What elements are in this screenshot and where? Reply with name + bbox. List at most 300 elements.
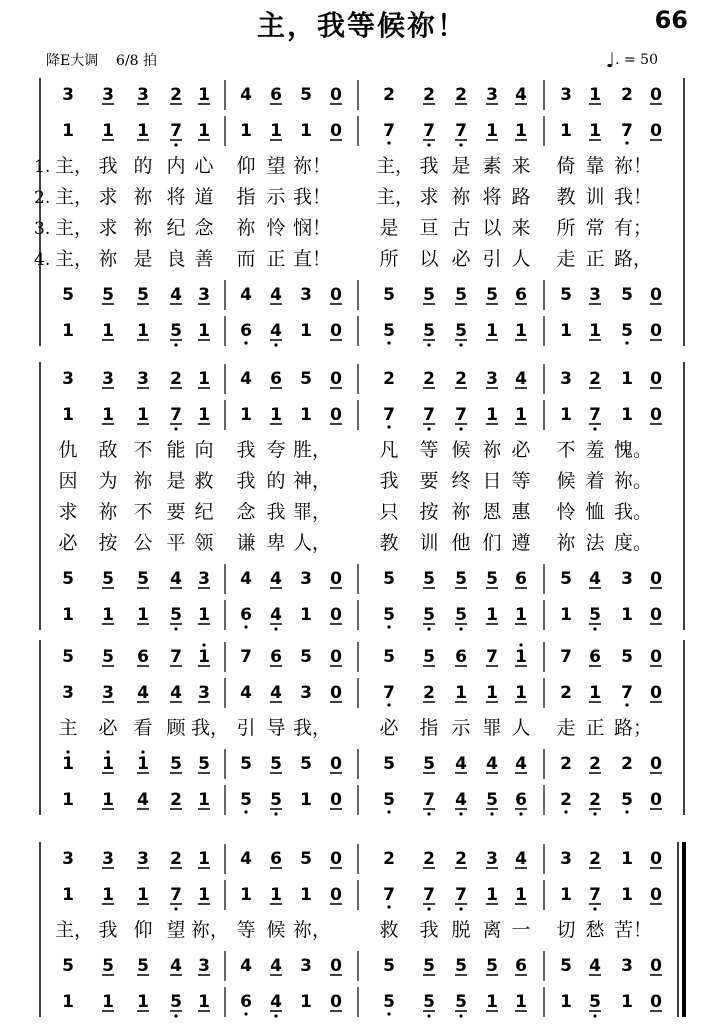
jianpu-note: 2 (383, 369, 395, 389)
lyric-syllable: 谦 (236, 532, 256, 554)
lyric-syllable: 凡 (379, 439, 399, 461)
jianpu-note: 1 (62, 121, 74, 141)
high-octave-dot (66, 750, 69, 753)
jianpu-note: 5 (170, 321, 182, 341)
jianpu-note: 3 (560, 369, 572, 389)
jianpu-note: 2 (560, 683, 572, 703)
jianpu-note: 7 (486, 647, 498, 667)
jianpu-note: 2 (423, 849, 435, 869)
jianpu-note: 1 (102, 790, 114, 810)
jianpu-note: 2 (455, 85, 467, 105)
jianpu-note: 1 (486, 992, 498, 1012)
jianpu-note: 7 (240, 647, 252, 667)
lyric-syllable: 道 (194, 186, 214, 208)
hymn-title: 主，我等候祢！ (256, 9, 467, 42)
lyric-syllable: 一 (511, 919, 531, 941)
jianpu-note: 6 (515, 790, 527, 810)
jianpu-note: 1 (270, 885, 282, 905)
jianpu-note: 1 (560, 885, 572, 905)
low-octave-dot (519, 812, 522, 815)
jianpu-note: 2 (455, 369, 467, 389)
jianpu-note: 1 (270, 405, 282, 425)
low-octave-dot (625, 703, 628, 706)
lyric-syllable: 我， (190, 717, 230, 739)
jianpu-note: 4 (137, 790, 149, 810)
low-octave-dot (593, 907, 596, 910)
lyric-syllable: 引 (236, 717, 256, 739)
jianpu-note: 0 (650, 683, 662, 703)
jianpu-note: 7 (621, 683, 633, 703)
lyric-syllable: 的 (266, 470, 286, 492)
low-octave-dot (387, 141, 390, 144)
lyric-syllable: 祢 (98, 501, 118, 523)
low-octave-dot (427, 907, 430, 910)
jianpu-note: 4 (240, 849, 252, 869)
jianpu-note: 0 (330, 647, 342, 667)
jianpu-note: 4 (270, 605, 282, 625)
jianpu-note: 1 (515, 683, 527, 703)
lyric-syllable: 等 (511, 470, 531, 492)
jianpu-note: 6 (515, 285, 527, 305)
lyric-syllable: 亘 (419, 217, 439, 239)
lyric-syllable: 指 (236, 186, 256, 208)
jianpu-note: 5 (621, 647, 633, 667)
lyric-syllable: 要 (166, 501, 186, 523)
lyric-syllable: 良 (166, 248, 186, 270)
jianpu-note: 5 (560, 285, 572, 305)
low-octave-dot (427, 1014, 430, 1017)
jianpu-note: 5 (240, 754, 252, 774)
jianpu-note: 0 (330, 790, 342, 810)
lyric-syllable: 必 (511, 439, 531, 461)
jianpu-note: 4 (240, 285, 252, 305)
jianpu-note: 1 (589, 321, 601, 341)
jianpu-note: 6 (515, 569, 527, 589)
jianpu-note: 1 (515, 321, 527, 341)
jianpu-note: 1 (621, 992, 633, 1012)
jianpu-note: 5 (589, 605, 601, 625)
lyric-syllable: 是 (451, 155, 471, 177)
jianpu-note: 7 (170, 885, 182, 905)
lyric-syllable: 等 (236, 919, 256, 941)
jianpu-note: 5 (455, 569, 467, 589)
lyric-syllable: 公 (133, 532, 153, 554)
jianpu-note: 4 (515, 754, 527, 774)
jianpu-note: 0 (330, 605, 342, 625)
jianpu-note: 3 (198, 683, 210, 703)
jianpu-note: 5 (423, 754, 435, 774)
jianpu-note: 0 (330, 956, 342, 976)
lyric-syllable: 路， (613, 248, 653, 270)
jianpu-note: 7 (170, 121, 182, 141)
verse-number: 3. (34, 219, 51, 239)
lyric-syllable: 以 (419, 248, 439, 270)
lyric-syllable: 们 (482, 532, 502, 554)
lyric-syllable: 我 (236, 470, 256, 492)
jianpu-note: 5 (383, 754, 395, 774)
lyric-syllable: 主， (54, 186, 94, 208)
jianpu-note: 1 (560, 121, 572, 141)
jianpu-note: 5 (486, 285, 498, 305)
jianpu-note: 5 (300, 754, 312, 774)
jianpu-note: 0 (650, 569, 662, 589)
jianpu-note: 1 (621, 369, 633, 389)
lyric-syllable: 我 (379, 470, 399, 492)
jianpu-note: 3 (300, 285, 312, 305)
jianpu-note: 6 (240, 992, 252, 1012)
jianpu-note: 1 (198, 885, 210, 905)
jianpu-note: 1 (621, 605, 633, 625)
low-octave-dot (593, 427, 596, 430)
jianpu-note: 7 (423, 885, 435, 905)
lyric-syllable: 人 (511, 248, 531, 270)
lyric-syllable: 仰 (236, 155, 256, 177)
jianpu-note: 6 (137, 647, 149, 667)
jianpu-note: 1 (621, 405, 633, 425)
jianpu-note: 5 (560, 956, 572, 976)
low-octave-dot (387, 703, 390, 706)
jianpu-note: 5 (621, 790, 633, 810)
low-octave-dot (625, 141, 628, 144)
lyric-syllable: 祢！ (613, 155, 653, 177)
jianpu-note: 1 (198, 85, 210, 105)
low-octave-dot (174, 343, 177, 346)
jianpu-note: 4 (270, 569, 282, 589)
jianpu-note: 5 (137, 569, 149, 589)
lyric-syllable: 遵 (511, 532, 531, 554)
lyric-syllable: 我 (419, 919, 439, 941)
jianpu-note: 4 (240, 683, 252, 703)
jianpu-note: 5 (170, 754, 182, 774)
jianpu-note: 3 (62, 849, 74, 869)
lyric-syllable: 不 (133, 501, 153, 523)
lyric-syllable: 而 (236, 248, 256, 270)
lyric-syllable: 必 (451, 248, 471, 270)
jianpu-note: 3 (300, 569, 312, 589)
jianpu-note: 1 (198, 121, 210, 141)
jianpu-note: 6 (270, 849, 282, 869)
lyric-syllable: 常 (585, 217, 605, 239)
lyric-syllable: 主， (54, 919, 94, 941)
low-octave-dot (459, 1014, 462, 1017)
jianpu-note: 4 (270, 321, 282, 341)
lyric-syllable: 日 (482, 470, 502, 492)
lyric-syllable: 求 (98, 217, 118, 239)
jianpu-note: 1 (589, 85, 601, 105)
jianpu-note: 2 (589, 849, 601, 869)
jianpu-note: 0 (650, 992, 662, 1012)
jianpu-note: 0 (650, 285, 662, 305)
jianpu-note: 7 (170, 647, 182, 667)
low-octave-dot (174, 143, 177, 146)
jianpu-note: 0 (330, 405, 342, 425)
lyric-syllable: 人， (292, 532, 332, 554)
jianpu-note: 5 (270, 790, 282, 810)
jianpu-note: 3 (102, 683, 114, 703)
lyric-syllable: 仰 (133, 919, 153, 941)
lyric-syllable: 训 (419, 532, 439, 554)
jianpu-note: 3 (102, 369, 114, 389)
jianpu-note: 1 (62, 605, 74, 625)
jianpu-note: 4 (270, 956, 282, 976)
jianpu-note: 4 (137, 683, 149, 703)
high-octave-dot (106, 750, 109, 753)
lyric-syllable: 祢！ (292, 155, 332, 177)
lyric-syllable: 罪， (292, 501, 332, 523)
lyric-syllable: 惠 (511, 501, 531, 523)
jianpu-note: 1 (240, 121, 252, 141)
lyric-syllable: 切 (556, 919, 576, 941)
lyric-syllable: 导 (266, 717, 286, 739)
jianpu-note: 3 (589, 285, 601, 305)
jianpu-note: 3 (102, 85, 114, 105)
high-octave-dot (141, 750, 144, 753)
lyric-syllable: 望 (266, 155, 286, 177)
jianpu-note: 0 (650, 85, 662, 105)
lyric-syllable: 倚 (556, 155, 576, 177)
jianpu-note: 1 (486, 405, 498, 425)
lyric-syllable: 祢 (133, 186, 153, 208)
lyric-syllable: 按 (419, 501, 439, 523)
lyric-syllable: 罪 (482, 717, 502, 739)
lyric-syllable: 靠 (585, 155, 605, 177)
lyric-syllable: 训 (585, 186, 605, 208)
low-octave-dot (274, 812, 277, 815)
lyric-syllable: 祢 (482, 439, 502, 461)
dotted-quarter-note-icon: ♩ (605, 48, 616, 72)
lyric-syllable: 他 (451, 532, 471, 554)
lyric-syllable: 度。 (613, 532, 653, 554)
lyric-syllable: 主， (54, 155, 94, 177)
lyric-syllable: 为 (98, 470, 118, 492)
jianpu-note: 1 (102, 405, 114, 425)
jianpu-note: 5 (455, 992, 467, 1012)
lyric-syllable: 祢 (451, 501, 471, 523)
jianpu-note: 5 (102, 956, 114, 976)
lyric-syllable: 要 (419, 470, 439, 492)
jianpu-note: 1 (102, 754, 114, 774)
lyric-syllable: 恤 (585, 501, 605, 523)
lyric-syllable: 法 (585, 532, 605, 554)
jianpu-note: 2 (383, 849, 395, 869)
jianpu-note: 5 (383, 605, 395, 625)
jianpu-note: 1 (486, 121, 498, 141)
lyric-syllable: 指 (419, 717, 439, 739)
lyric-syllable: 按 (98, 532, 118, 554)
verse-number: 2. (34, 188, 51, 208)
jianpu-note: 3 (300, 956, 312, 976)
jianpu-note: 1 (486, 683, 498, 703)
jianpu-note: 6 (515, 956, 527, 976)
jianpu-note: 1 (137, 121, 149, 141)
jianpu-note: 1 (515, 992, 527, 1012)
low-octave-dot (459, 143, 462, 146)
jianpu-note: 0 (650, 647, 662, 667)
lyric-syllable: 苦！ (613, 919, 653, 941)
jianpu-note: 7 (455, 885, 467, 905)
jianpu-note: 1 (486, 885, 498, 905)
jianpu-note: 1 (515, 885, 527, 905)
jianpu-note: 1 (137, 754, 149, 774)
jianpu-note: 5 (137, 285, 149, 305)
jianpu-note: 5 (300, 849, 312, 869)
lyric-syllable: 我 (98, 155, 118, 177)
lyric-syllable: 走 (556, 248, 576, 270)
lyric-syllable: 不 (133, 439, 153, 461)
jianpu-note: 1 (486, 321, 498, 341)
low-octave-dot (387, 425, 390, 428)
high-octave-dot (202, 643, 205, 646)
jianpu-note: 2 (621, 754, 633, 774)
low-octave-dot (459, 343, 462, 346)
lyric-syllable: 主， (375, 186, 415, 208)
jianpu-note: 4 (589, 569, 601, 589)
low-octave-dot (564, 810, 567, 813)
jianpu-note: 5 (383, 285, 395, 305)
jianpu-note: 0 (330, 285, 342, 305)
jianpu-note: 5 (170, 605, 182, 625)
jianpu-note: 5 (300, 369, 312, 389)
jianpu-note: 3 (300, 683, 312, 703)
jianpu-note: 0 (650, 754, 662, 774)
jianpu-note: 2 (423, 683, 435, 703)
jianpu-note: 3 (486, 85, 498, 105)
jianpu-note: 1 (137, 321, 149, 341)
lyric-syllable: 求 (419, 186, 439, 208)
lyric-syllable: 看 (133, 717, 153, 739)
jianpu-note: 1 (62, 321, 74, 341)
lyric-syllable: 正 (266, 248, 286, 270)
jianpu-note: 2 (423, 369, 435, 389)
jianpu-note: 0 (650, 605, 662, 625)
jianpu-note: 1 (560, 992, 572, 1012)
lyric-syllable: 等 (419, 439, 439, 461)
lyric-syllable: 我。 (613, 501, 653, 523)
jianpu-note: 0 (330, 121, 342, 141)
lyric-syllable: 人 (511, 717, 531, 739)
lyric-syllable: 善 (194, 248, 214, 270)
jianpu-note: 1 (486, 605, 498, 625)
jianpu-note: 1 (102, 605, 114, 625)
lyric-syllable: 主 (58, 717, 78, 739)
lyric-syllable: 直！ (292, 248, 332, 270)
lyric-syllable: 祢 (236, 217, 256, 239)
jianpu-note: 1 (300, 790, 312, 810)
lyric-syllable: 念 (194, 217, 214, 239)
jianpu-note: 1 (560, 405, 572, 425)
jianpu-note: 4 (515, 849, 527, 869)
jianpu-note: 1 (102, 321, 114, 341)
lyric-syllable: 救 (194, 470, 214, 492)
jianpu-note: 2 (423, 85, 435, 105)
jianpu-note: 7 (455, 121, 467, 141)
jianpu-note: 2 (170, 369, 182, 389)
jianpu-note: 5 (137, 956, 149, 976)
jianpu-note: 4 (170, 956, 182, 976)
jianpu-note: 1 (300, 992, 312, 1012)
jianpu-note: 5 (423, 992, 435, 1012)
jianpu-note: 1 (62, 754, 74, 774)
lyric-syllable: 是 (133, 248, 153, 270)
lyric-syllable: 离 (482, 919, 502, 941)
jianpu-note: 1 (102, 121, 114, 141)
jianpu-note: 0 (330, 369, 342, 389)
lyric-syllable: 求 (58, 501, 78, 523)
jianpu-note: 5 (300, 647, 312, 667)
jianpu-note: 0 (650, 956, 662, 976)
lyric-syllable: 怜 (556, 501, 576, 523)
jianpu-note: 5 (455, 285, 467, 305)
jianpu-note: 4 (515, 369, 527, 389)
jianpu-note: 4 (240, 956, 252, 976)
lyric-syllable: 求 (98, 186, 118, 208)
jianpu-note: 5 (240, 790, 252, 810)
low-octave-dot (387, 1012, 390, 1015)
lyric-syllable: 我 (236, 439, 256, 461)
lyric-syllable: 示 (266, 186, 286, 208)
jianpu-note: 7 (383, 683, 395, 703)
jianpu-note: 5 (423, 569, 435, 589)
jianpu-note: 5 (455, 321, 467, 341)
lyric-syllable: 纪 (194, 501, 214, 523)
low-octave-dot (174, 907, 177, 910)
lyric-syllable: 内 (166, 155, 186, 177)
jianpu-note: 5 (62, 647, 74, 667)
jianpu-note: 7 (383, 885, 395, 905)
lyric-syllable: 祢 (133, 470, 153, 492)
jianpu-note: 3 (198, 956, 210, 976)
jianpu-note: 3 (102, 849, 114, 869)
lyric-syllable: 必 (98, 717, 118, 739)
jianpu-note: 4 (240, 369, 252, 389)
jianpu-note: 5 (486, 569, 498, 589)
verse-number: 1. (34, 157, 51, 177)
lyric-syllable: 向 (194, 439, 214, 461)
jianpu-note: 7 (383, 121, 395, 141)
jianpu-note: 1 (240, 405, 252, 425)
jianpu-note: 2 (560, 790, 572, 810)
lyric-syllable: 必 (379, 717, 399, 739)
jianpu-note: 4 (240, 569, 252, 589)
jianpu-note: 4 (170, 569, 182, 589)
lyric-syllable: 平 (166, 532, 186, 554)
lyric-syllable: 怜 (266, 217, 286, 239)
lyric-syllable: 祢， (190, 919, 230, 941)
low-octave-dot (593, 812, 596, 815)
jianpu-note: 5 (198, 754, 210, 774)
lyric-syllable: 祢 (133, 217, 153, 239)
jianpu-note: 1 (198, 321, 210, 341)
jianpu-note: 5 (62, 285, 74, 305)
lyric-syllable: 敌 (98, 439, 118, 461)
jianpu-note: 0 (330, 85, 342, 105)
jianpu-note: 7 (621, 121, 633, 141)
jianpu-note: 5 (300, 85, 312, 105)
time-signature: 6/8 拍 (116, 53, 158, 69)
jianpu-note: 4 (170, 683, 182, 703)
lyric-syllable: 卑 (266, 532, 286, 554)
jianpu-note: 5 (270, 754, 282, 774)
jianpu-note: 3 (62, 683, 74, 703)
jianpu-note: 4 (270, 683, 282, 703)
jianpu-note: 5 (383, 992, 395, 1012)
low-octave-dot (387, 625, 390, 628)
jianpu-note: 1 (515, 605, 527, 625)
lyric-syllable: 候 (451, 439, 471, 461)
low-octave-dot (244, 1012, 247, 1015)
jianpu-note: 3 (137, 85, 149, 105)
lyric-syllable: 素 (482, 155, 502, 177)
